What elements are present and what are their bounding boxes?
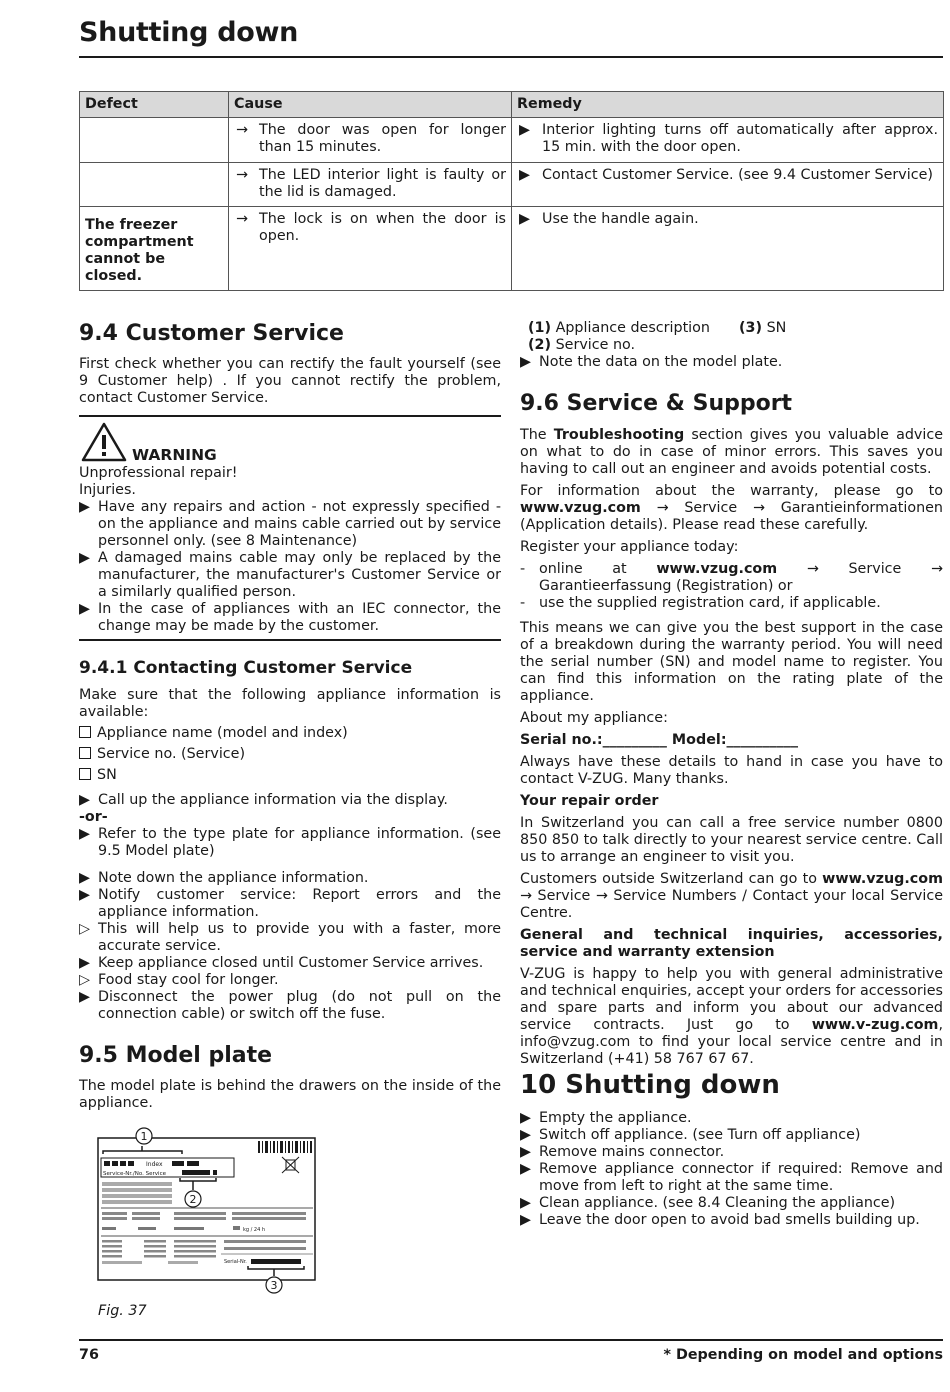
legend-row: (1) Appliance description (3) SN xyxy=(528,320,787,336)
svg-text:2: 2 xyxy=(189,1193,197,1206)
play-triangle-icon: ▶ xyxy=(520,1127,531,1143)
list-item: ▶ Switch off appliance. (see Turn off appliance) xyxy=(520,1127,861,1143)
warning-bottom-rule xyxy=(79,639,501,641)
list-item: ▷ This will help us to provide you with a faster, more accurate service. xyxy=(79,921,501,954)
list-item: ▶ Notify customer service: Report errors and the appliance information. xyxy=(79,887,501,920)
step-marker-icon: ▶ xyxy=(79,887,90,903)
paragraph: About my appliance: xyxy=(520,710,668,726)
serial-model-fields: Serial no.:_________ Model:__________ xyxy=(520,732,799,748)
section-heading: 9.5 Model plate xyxy=(79,1043,273,1068)
play-triangle-icon: ▶ xyxy=(520,1110,531,1126)
warning-line: Injuries. xyxy=(79,482,136,498)
list-item: ▶ Refer to the type plate for appliance information. (see 9.5 Model plate) xyxy=(79,826,501,859)
list-item: ▶ A damaged mains cable may only be replaced by the manufacturer, the manufacturer's Customer Service or a similarly qualified person. xyxy=(79,550,501,600)
website-link[interactable]: www.vzug.com xyxy=(822,871,943,887)
column-header: Defect xyxy=(80,92,229,118)
paragraph: This means we can give you the best support in the case of a breakdown during the warranty period. You will need the serial number (SN) and model name to register. You can find this information on the rating plate of the appliance. xyxy=(520,620,943,704)
cause-cell: → The LED interior light is faulty or the lid is damaged. xyxy=(229,163,512,207)
svg-text:Serial-Nr.: Serial-Nr. xyxy=(224,1259,247,1265)
warning-title: WARNING xyxy=(132,446,217,464)
barcode-icon xyxy=(258,1141,312,1153)
play-triangle-icon: ▶ xyxy=(520,1195,531,1211)
result-marker-icon: ▷ xyxy=(79,972,90,988)
checklist-item: Service no. (Service) xyxy=(79,746,501,763)
arrow-right-icon: → xyxy=(236,211,248,227)
model-plate-figure xyxy=(96,1124,320,1296)
paragraph: Register your appliance today: xyxy=(520,539,739,555)
play-triangle-icon: ▶ xyxy=(79,550,90,566)
section-9-6 xyxy=(520,390,943,1068)
header-rule xyxy=(79,56,943,58)
list-item: ▶ Empty the appliance. xyxy=(520,1110,692,1126)
warning-triangle-icon xyxy=(81,422,127,462)
checklist-item: Appliance name (model and index) xyxy=(79,725,501,742)
list-item: - use the supplied registration card, if applicable. xyxy=(520,595,881,611)
checklist-item: SN xyxy=(79,767,501,784)
table-row xyxy=(80,118,944,163)
step-marker-icon: ▶ xyxy=(79,989,90,1005)
play-triangle-icon: ▶ xyxy=(79,601,90,617)
list-item: - online at www.vzug.com → Service → Garantieerfassung (Registration) or xyxy=(520,561,943,594)
play-triangle-icon: ▶ xyxy=(520,1161,531,1177)
list-item: ▶ Clean appliance. (see 8.4 Cleaning the appliance) xyxy=(520,1195,896,1211)
table-header-row xyxy=(80,92,944,118)
footer-note: * Depending on model and options xyxy=(663,1347,943,1363)
remedy-cell: ▶ Contact Customer Service. (see 9.4 Customer Service) xyxy=(512,163,944,207)
list-item: ▶ Keep appliance closed until Customer Service arrives. xyxy=(79,955,484,971)
legend-row: (2) Service no. xyxy=(528,337,636,353)
defect-cell xyxy=(80,118,229,163)
or-separator: -or- xyxy=(79,809,108,825)
section-10 xyxy=(520,1068,943,1229)
defect-table xyxy=(79,91,944,291)
table-row xyxy=(80,163,944,207)
defect-cell xyxy=(80,163,229,207)
play-triangle-icon: ▶ xyxy=(520,354,531,370)
play-triangle-icon: ▶ xyxy=(519,167,530,183)
checkbox-icon xyxy=(79,747,91,759)
section-intro: First check whether you can rectify the fault yourself (see 9 Customer help) . If you cannot rectify the problem, contact Customer Service. xyxy=(79,356,501,406)
column-header: Cause xyxy=(229,92,512,118)
svg-text:kg / 24 h: kg / 24 h xyxy=(243,1227,266,1233)
list-item: ▶ Note the data on the model plate. xyxy=(520,354,783,370)
checkbox-icon xyxy=(79,768,91,780)
svg-text:Index: Index xyxy=(146,1161,163,1168)
arrow-right-icon: → xyxy=(236,122,248,138)
remedy-cell: ▶ Interior lighting turns off automatically after approx. 15 min. with the door open. xyxy=(512,118,944,163)
page-number: 76 xyxy=(79,1347,99,1363)
list-item: ▶ Remove appliance connector if required: Remove and move from left to right at the same time. xyxy=(520,1161,943,1194)
section-9-5 xyxy=(79,1042,501,1112)
list-item: ▷ Food stay cool for longer. xyxy=(79,972,279,988)
section-9-4 xyxy=(79,320,501,641)
list-item: ▶ In the case of appliances with an IEC connector, the change may be made by the customer. xyxy=(79,601,501,634)
cause-cell: → The door was open for longer than 15 minutes. xyxy=(229,118,512,163)
play-triangle-icon: ▶ xyxy=(519,211,530,227)
svg-text:1: 1 xyxy=(140,1130,148,1143)
play-triangle-icon: ▶ xyxy=(519,122,530,138)
paragraph: The Troubleshooting section gives you valuable advice on what to do in case of minor errors. This saves you having to call out an engineer and avoids potential costs. xyxy=(520,427,943,477)
warning-top-rule xyxy=(79,415,501,417)
website-link[interactable]: www.vzug.com xyxy=(520,500,641,516)
subsection-intro: Make sure that the following appliance information is available: xyxy=(79,687,501,720)
website-link[interactable]: www.v-zug.com xyxy=(811,1017,939,1033)
paragraph: Customers outside Switzerland can go to www.vzug.com → Service → Service Numbers / Contact your local Service Centre. xyxy=(520,871,943,921)
section-intro: The model plate is behind the drawers on the inside of the appliance. xyxy=(79,1078,501,1111)
checkbox-icon xyxy=(79,726,91,738)
figure-caption: Fig. 37 xyxy=(98,1303,147,1319)
subheading: General and technical inquiries, accessories, service and warranty extension xyxy=(520,927,943,960)
model-plate-legend xyxy=(520,320,943,371)
step-marker-icon: ▶ xyxy=(79,870,90,886)
paragraph: In Switzerland you can call a free service number 0800 850 850 to talk directly to your nearest service centre. Call us to arrange an engineer to visit you. xyxy=(520,815,943,865)
table-row xyxy=(80,207,944,291)
list-item: ▶ Leave the door open to avoid bad smells building up. xyxy=(520,1212,920,1228)
arrow-right-icon: → xyxy=(236,167,248,183)
warning-line: Unprofessional repair! xyxy=(79,465,238,481)
list-item: ▶ Have any repairs and action - not expressly specified - on the appliance and mains cable carried out by service personnel only. (see 8 Maintenance) xyxy=(79,499,501,549)
paragraph: V-ZUG is happy to help you with general administrative and technical enquiries, accept your orders for accessories and spare parts and inform you about our advanced service contracts. Just go to www.v-zug.com, info@vzug.com to find your local service centre and in Switzerland (+41) 58 767 67 67. xyxy=(520,966,943,1067)
chapter-heading: 10 Shutting down xyxy=(520,1070,780,1100)
subheading: Your repair order xyxy=(520,793,659,809)
section-9-4-1 xyxy=(79,657,501,1023)
remedy-cell: ▶ Use the handle again. xyxy=(512,207,944,291)
section-heading: 9.6 Service & Support xyxy=(520,391,793,416)
play-triangle-icon: ▶ xyxy=(79,826,90,842)
column-header: Remedy xyxy=(512,92,944,118)
website-link[interactable]: www.vzug.com xyxy=(656,561,778,577)
paragraph: Always have these details to hand in case you have to contact V-ZUG. Many thanks. xyxy=(520,754,943,787)
paragraph: For information about the warranty, please go to www.vzug.com → Service → Garantieinformationen (Application details). Please read these carefully. xyxy=(520,483,943,533)
play-triangle-icon: ▶ xyxy=(520,1144,531,1160)
warning-header xyxy=(79,421,501,465)
section-heading: 9.4 Customer Service xyxy=(79,321,344,346)
list-item: ▶ Disconnect the power plug (do not pull on the connection cable) or switch off the fuse. xyxy=(79,989,501,1022)
step-marker-icon: ▶ xyxy=(79,955,90,971)
page-title: Shutting down xyxy=(79,17,299,48)
subsection-heading: 9.4.1 Contacting Customer Service xyxy=(79,658,413,678)
list-item: ▶ Note down the appliance information. xyxy=(79,870,369,886)
play-triangle-icon: ▶ xyxy=(79,792,90,808)
cause-cell: → The lock is on when the door is open. xyxy=(229,207,512,291)
list-item: ▶ Remove mains connector. xyxy=(520,1144,725,1160)
footer-rule xyxy=(79,1339,943,1341)
play-triangle-icon: ▶ xyxy=(520,1212,531,1228)
svg-text:3: 3 xyxy=(270,1279,278,1292)
defect-cell: The freezer compartment cannot be closed. xyxy=(80,207,229,291)
result-marker-icon: ▷ xyxy=(79,921,90,937)
svg-text:Service-Nr./No. Service: Service-Nr./No. Service xyxy=(103,1171,166,1177)
play-triangle-icon: ▶ xyxy=(79,499,90,515)
list-item: ▶ Call up the appliance information via the display. xyxy=(79,792,448,808)
